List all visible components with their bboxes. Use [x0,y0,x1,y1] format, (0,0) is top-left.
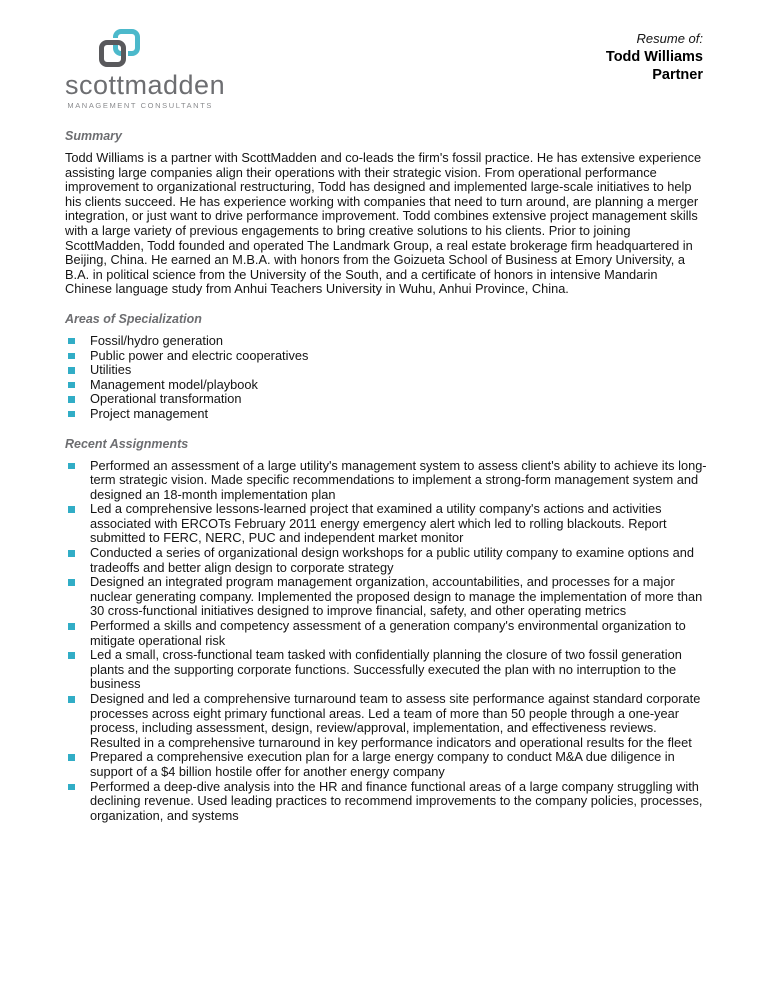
bullet-square-icon [68,367,75,374]
logo-brand-text: scottmadden [65,70,226,100]
bullet-square-icon [68,353,75,360]
scottmadden-logo [65,28,285,110]
assignments-list [65,459,707,824]
list-item-text: Performed an assessment of a large utility's management system to assess client's ability to achieve its long-term strategic vision. Made specific recommendations to implement a strong-form management system and designed an 18-month implementation plan [90,457,707,502]
list-item-text: Designed and led a comprehensive turnaround team to assess site performance against standard corporate processes across eight primary functional areas. Led a team of more than 50 people through a one-year process, including assessment, design, review/approval, implementation, and effectiveness reviews. Resulted in a comprehensive turnaround in key performance indicators and operational results for the fleet [90,691,701,750]
summary-heading: Summary [65,129,122,143]
list-item-text: Performed a deep-dive analysis into the HR and finance functional areas of a large company struggling with declining revenue. Used leading practices to recommend improvements to the company policies, processes, organization, and systems [90,778,703,823]
list-item-text: Management model/playbook [90,376,258,392]
list-item-text: Operational transformation [90,391,242,407]
list-item [65,546,707,575]
person-title: Partner [652,67,703,83]
bullet-square-icon [68,411,75,418]
list-item-text: Fossil/hydro generation [90,332,224,348]
bullet-square-icon [68,382,75,389]
page-header [65,28,703,110]
bullet-square-icon [68,506,75,513]
list-item [65,392,707,407]
list-item [65,349,707,364]
bullet-square-icon [68,623,75,630]
bullet-square-icon [68,652,75,659]
resume-of-label: Resume of: [636,31,703,46]
assignments-heading: Recent Assignments [65,436,189,451]
bullet-square-icon [68,550,75,557]
list-item-text: Project management [90,405,209,421]
bullet-square-icon [68,579,75,586]
list-item [65,575,707,619]
bullet-square-icon [68,396,75,403]
list-item-text: Conducted a series of organizational design workshops for a public utility company to examine options and tradeoffs and better align design to corporate strategy [90,545,694,575]
list-item [65,407,707,422]
logo-overlapping-squares-icon [97,28,177,72]
specialization-heading: Areas of Specialization [65,311,202,326]
list-item [65,334,707,349]
list-item-text: Public power and electric cooperatives [90,347,309,363]
list-item-text: Utilities [90,362,132,378]
resume-title-block [606,28,703,84]
list-item [65,502,707,546]
list-item [65,692,707,750]
specialization-list [65,334,707,422]
person-name: Todd Williams [605,49,703,65]
list-item-text: Led a comprehensive lessons-learned project that examined a utility company's actions and activities associated with ERCOTs February 2011 energy emergency alert which led to rolling blackouts. Report submitted to FERC, NERC, PUC and independent market monitor [90,501,667,546]
list-item-text: Led a small, cross-functional team tasked with confidentially planning the closure of two fossil generation plants and the supporting corporate functions. Successfully executed the plan with no interruption to the business [90,647,682,692]
logo-gray-square-icon [99,40,126,67]
list-item-text: Prepared a comprehensive execution plan for a large energy company to conduct M&A due diligence in support of a $4 billion hostile offer for another energy company [90,749,675,779]
bullet-square-icon [68,338,75,345]
list-item [65,459,707,503]
list-item [65,780,707,824]
list-item [65,648,707,692]
list-item-text: Designed an integrated program management organization, accountabilities, and processes for a major nuclear generating company. Implemented the proposed design to manage the implementation of more than 30 cross-functional initiatives designed to improve financial, safety, and other operating metrics [90,574,703,619]
list-item [65,619,707,648]
bullet-square-icon [68,696,75,703]
bullet-square-icon [68,784,75,791]
list-item [65,363,707,378]
bullet-square-icon [68,463,75,470]
summary-paragraph: Todd Williams is a partner with ScottMadden and co-leads the firm's fossil practice. He has extensive experience assisting large companies align their operations with their strategic vision. From operational performance improvement to organizational restructuring, Todd has designed and implemented large-scale initiatives to help his clients succeed. He has experience working with companies that need to turn around, are planning a merger integration, or just want to drive performance improvement. Todd combines extensive project management skills with a large variety of previous engagements to bring creative solutions to his clients. Prior to joining ScottMadden, Todd founded and operated The Landmark Group, a real estate brokerage firm headquartered in Beijing, China. He earned an M.B.A. with honors from the Goizueta School of Business at Emory University, a B.A. in political science from the University of the South, and a certificate of honors in intensive Mandarin Chinese language study from Anhui Teachers University in Wuhu, Anhui Province, China. [65,150,702,297]
list-item [65,378,707,393]
list-item-text: Performed a skills and competency assessment of a generation company's environmental organization to mitigate operational risk [90,618,686,648]
bullet-square-icon [68,754,75,761]
list-item [65,750,707,779]
logo-tagline: MANAGEMENT CONSULTANTS [67,101,213,110]
